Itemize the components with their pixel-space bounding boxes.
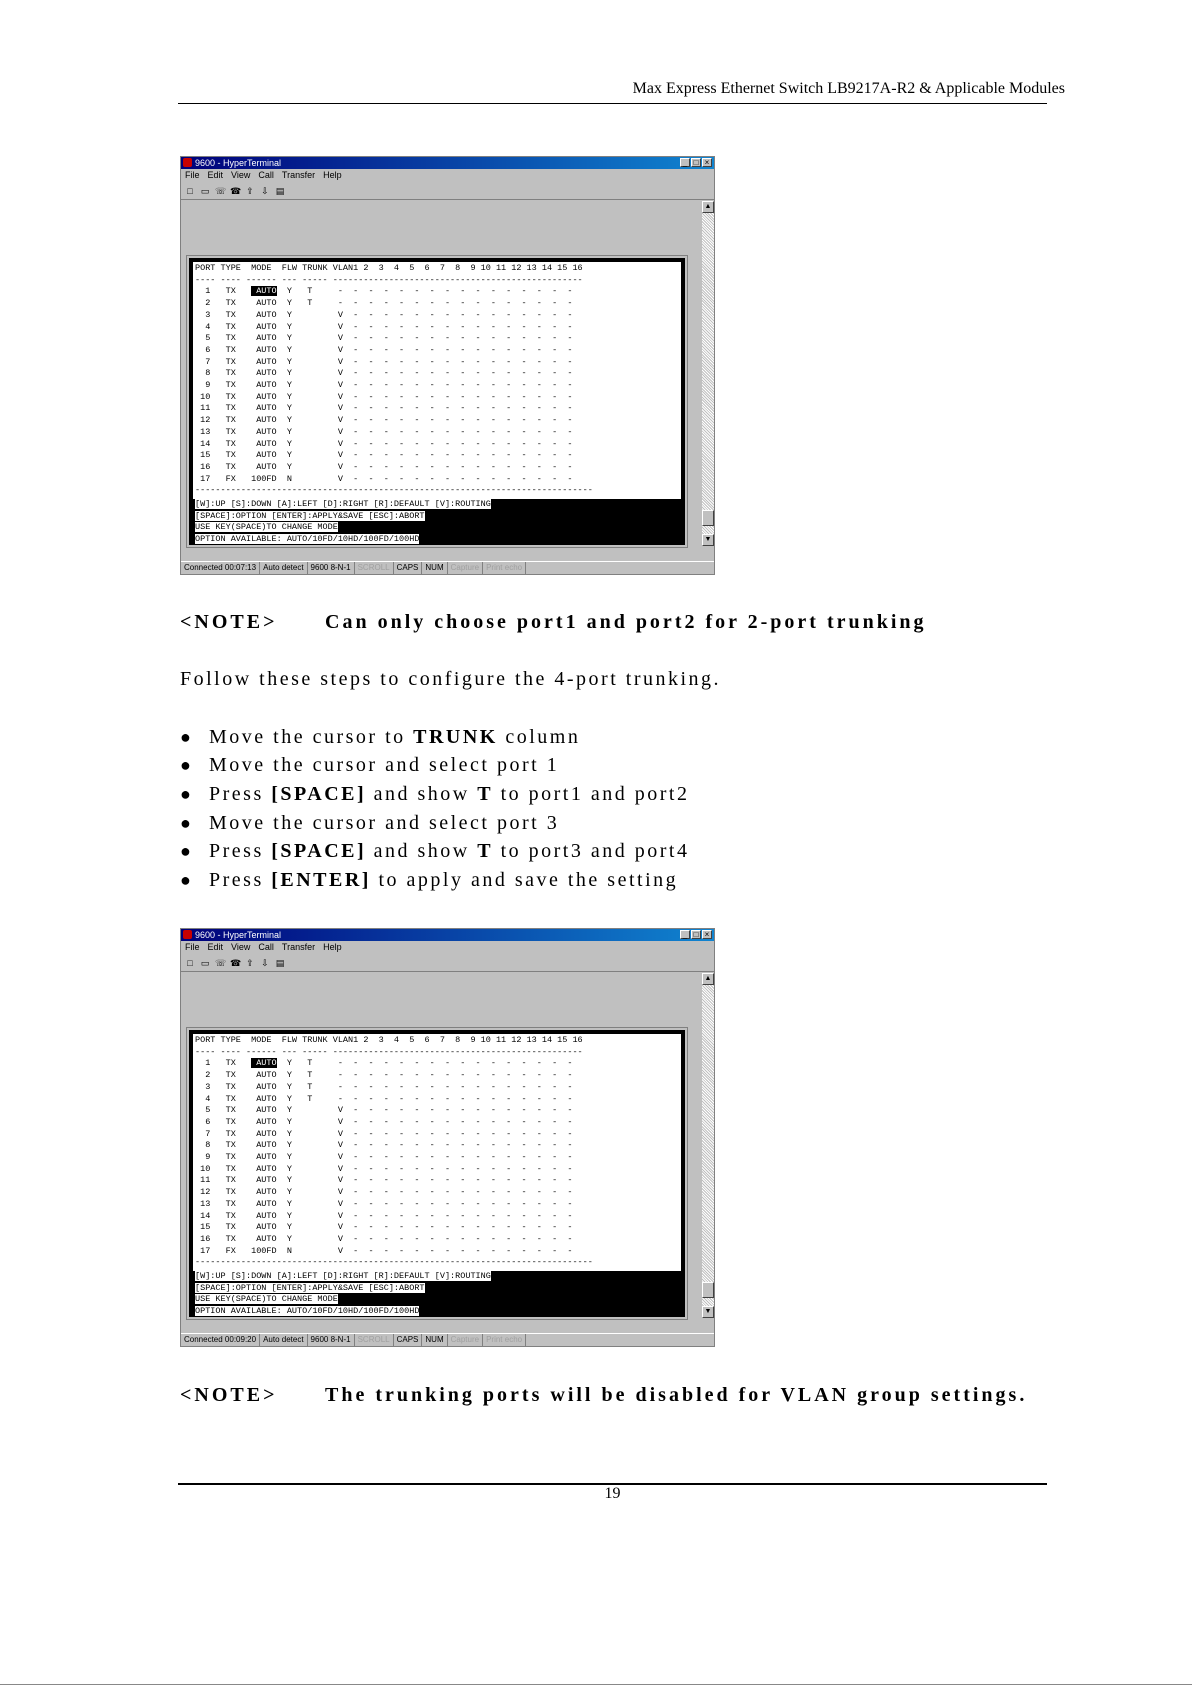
mode-cell: AUTO xyxy=(251,368,277,379)
help-text xyxy=(193,499,681,546)
menu-file[interactable]: File xyxy=(185,942,200,952)
dial-icon[interactable]: ☎ xyxy=(230,185,242,196)
scroll-thumb[interactable] xyxy=(702,1282,714,1298)
terminal-area[interactable] xyxy=(181,973,701,1318)
mode-cell: AUTO xyxy=(251,1198,277,1209)
close-button[interactable]: × xyxy=(702,158,712,167)
table-row: 2 TX AUTO Y T - - - - - - - - - - - - - - - - xyxy=(195,298,573,309)
steps-list xyxy=(180,723,689,895)
status-field: Connected 00:09:20 xyxy=(181,1334,260,1346)
status-bar xyxy=(181,561,714,574)
help-line-2: [SPACE]:OPTION [ENTER]:APPLY&SAVE [ESC]:ABORT xyxy=(195,510,425,521)
table-divider: ---- ---- ------ --- ----- ------------------------------------------------- xyxy=(195,1046,583,1057)
toolbar xyxy=(181,954,714,972)
step-text: Move the cursor to TRUNK column xyxy=(209,725,581,748)
hyperterminal-window-2[interactable] xyxy=(180,928,715,1347)
step-item xyxy=(180,723,689,752)
mode-cell: AUTO xyxy=(251,309,277,320)
bullet-icon: ● xyxy=(180,726,194,747)
table-row: 8 TX AUTO Y V - - - - - - - - - - - - - - - xyxy=(195,1140,573,1151)
mode-cell: AUTO xyxy=(251,1081,277,1092)
mode-cell: AUTO xyxy=(251,1210,277,1221)
menu-bar xyxy=(181,941,714,954)
table-row: 3 TX AUTO Y T - - - - - - - - - - - - - - - - xyxy=(195,1081,573,1092)
step-item xyxy=(180,752,689,781)
send-icon[interactable]: ⇪ xyxy=(246,185,254,196)
mode-cell: AUTO xyxy=(251,1163,277,1174)
header-title: Max Express Ethernet Switch LB9217A-R2 & Applicable Modules xyxy=(632,80,1065,97)
help-line-4: OPTION AVAILABLE: AUTO/10FD/10HD/100FD/100HD xyxy=(195,1306,420,1317)
status-field: Auto detect xyxy=(260,562,307,574)
step-text: Press [ENTER] to apply and save the setting xyxy=(209,868,679,891)
mode-cell: AUTO xyxy=(251,415,277,426)
title-bar xyxy=(181,929,714,941)
window-title: 9600 - HyperTerminal xyxy=(195,158,282,168)
hyperterminal-app-icon xyxy=(183,158,192,167)
help-line-4: OPTION AVAILABLE: AUTO/10FD/10HD/100FD/100HD xyxy=(195,534,420,545)
window-controls xyxy=(680,930,712,939)
table-header: PORT TYPE MODE FLW TRUNK VLAN1 2 3 4 5 6 7 8 9 10 11 12 13 14 15 16 xyxy=(195,1035,583,1045)
minimize-button[interactable]: _ xyxy=(680,930,690,939)
step-keyword: TRUNK xyxy=(413,725,498,748)
mode-cell: 100FD xyxy=(251,473,277,484)
mode-cell: AUTO xyxy=(251,1152,277,1163)
mode-cell: AUTO xyxy=(251,321,277,332)
bullet-icon: ● xyxy=(180,755,194,776)
table-row: 9 TX AUTO Y V - - - - - - - - - - - - - - - xyxy=(195,380,573,391)
maximize-button[interactable]: □ xyxy=(691,158,701,167)
window-title: 9600 - HyperTerminal xyxy=(195,930,282,940)
step-text: Press [SPACE] and show T to port3 and port4 xyxy=(209,840,690,863)
table-row: 3 TX AUTO Y V - - - - - - - - - - - - - - - xyxy=(195,309,573,320)
minimize-button[interactable]: _ xyxy=(680,158,690,167)
table-row: 14 TX AUTO Y V - - - - - - - - - - - - - - - xyxy=(195,1210,573,1221)
mode-cell: AUTO xyxy=(251,461,277,472)
scroll-down-button[interactable]: ▼ xyxy=(702,1306,714,1318)
mode-cell: AUTO xyxy=(251,1187,277,1198)
mode-cell: AUTO xyxy=(251,450,277,461)
mode-cell: AUTO xyxy=(251,1105,277,1116)
step-keyword: T xyxy=(477,840,494,863)
status-field: Connected 00:07:13 xyxy=(181,562,260,574)
dial-icon[interactable]: ☎ xyxy=(230,957,242,968)
menu-call[interactable]: Call xyxy=(258,170,274,180)
table-row: 6 TX AUTO Y V - - - - - - - - - - - - - - - xyxy=(195,1116,573,1127)
menu-transfer[interactable]: Transfer xyxy=(281,942,316,952)
send-icon[interactable]: ⇪ xyxy=(246,957,254,968)
window-controls xyxy=(680,158,712,167)
help-line-1: [W]:UP [S]:DOWN [A]:LEFT [D]:RIGHT [R]:DEFAULT [V]:ROUTING xyxy=(195,1271,491,1281)
table-row: 10 TX AUTO Y V - - - - - - - - - - - - - - - xyxy=(195,1163,573,1174)
menu-edit[interactable]: Edit xyxy=(207,170,224,180)
terminal-area[interactable] xyxy=(181,201,701,546)
step-keyword: [SPACE] xyxy=(271,840,367,863)
help-line-3: USE KEY(SPACE)TO CHANGE MODE xyxy=(195,1294,338,1305)
table-row: 11 TX AUTO Y V - - - - - - - - - - - - - - - xyxy=(195,403,573,414)
table-row: 15 TX AUTO Y V - - - - - - - - - - - - - - - xyxy=(195,1222,573,1233)
status-field: NUM xyxy=(422,1334,447,1346)
mode-cell: AUTO xyxy=(251,1128,277,1139)
menu-help[interactable]: Help xyxy=(323,170,342,180)
mode-cell: AUTO xyxy=(251,1222,277,1233)
header-rule xyxy=(178,103,1047,104)
bullet-icon: ● xyxy=(180,869,194,890)
help-box xyxy=(193,1271,681,1317)
table-row: 16 TX AUTO Y V - - - - - - - - - - - - - - - xyxy=(195,461,573,472)
note-1-text: Can only choose port1 and port2 for 2-port trunking xyxy=(325,611,927,633)
menu-transfer[interactable]: Transfer xyxy=(281,170,316,180)
status-field: Print echo xyxy=(483,1334,526,1346)
mode-cell: AUTO xyxy=(251,1070,277,1081)
help-line-3: USE KEY(SPACE)TO CHANGE MODE xyxy=(195,522,338,533)
table-row: 12 TX AUTO Y V - - - - - - - - - - - - - - - xyxy=(195,1187,573,1198)
menu-bar xyxy=(181,169,714,182)
table-row: 13 TX AUTO Y V - - - - - - - - - - - - - - - xyxy=(195,426,573,437)
bullet-icon: ● xyxy=(180,783,194,804)
table-row: 5 TX AUTO Y V - - - - - - - - - - - - - - - xyxy=(195,333,573,344)
help-line-1: [W]:UP [S]:DOWN [A]:LEFT [D]:RIGHT [R]:DEFAULT [V]:ROUTING xyxy=(195,499,491,509)
mode-cell: AUTO xyxy=(251,1175,277,1186)
title-bar xyxy=(181,157,714,169)
step-item xyxy=(180,837,689,866)
table-row: 9 TX AUTO Y V - - - - - - - - - - - - - - - xyxy=(195,1152,573,1163)
menu-edit[interactable]: Edit xyxy=(207,942,224,952)
disconnect-icon[interactable]: ☏ xyxy=(215,185,227,196)
new-icon[interactable]: □ xyxy=(187,957,193,968)
mode-cell: AUTO xyxy=(251,1233,277,1244)
menu-view[interactable]: View xyxy=(231,170,251,180)
table-row: 5 TX AUTO Y V - - - - - - - - - - - - - - - xyxy=(195,1105,573,1116)
status-field: CAPS xyxy=(394,1334,423,1346)
status-field: Print echo xyxy=(483,562,526,574)
table-footer-divider: ------------------------------------------------------------------------------ xyxy=(195,1257,593,1268)
help-box xyxy=(193,499,681,545)
table-row: 7 TX AUTO Y V - - - - - - - - - - - - - - - xyxy=(195,1128,573,1139)
table-row: 8 TX AUTO Y V - - - - - - - - - - - - - - - xyxy=(195,368,573,379)
status-field: 9600 8-N-1 xyxy=(308,1334,355,1346)
table-row: 17 FX 100FD N V - - - - - - - - - - - - - - - xyxy=(195,1245,573,1256)
mode-cell[interactable]: AUTO xyxy=(251,286,277,297)
bullet-icon: ● xyxy=(180,812,194,833)
status-field: CAPS xyxy=(394,562,423,574)
bullet-icon: ● xyxy=(180,841,194,862)
properties-icon[interactable]: ▤ xyxy=(275,185,285,196)
status-field: Auto detect xyxy=(260,1334,307,1346)
new-icon[interactable]: □ xyxy=(187,185,193,196)
status-field: NUM xyxy=(422,562,447,574)
port-table xyxy=(193,262,681,498)
vertical-scrollbar[interactable] xyxy=(702,973,714,1318)
maximize-button[interactable]: □ xyxy=(691,930,701,939)
terminal-screen xyxy=(189,1030,685,1317)
step-text: Move the cursor and select port 3 xyxy=(209,811,560,834)
table-row: 15 TX AUTO Y V - - - - - - - - - - - - - - - xyxy=(195,450,573,461)
table-row: 17 FX 100FD N V - - - - - - - - - - - - - - - xyxy=(195,473,573,484)
table-row: 12 TX AUTO Y V - - - - - - - - - - - - - - - xyxy=(195,415,573,426)
mode-cell: AUTO xyxy=(251,344,277,355)
step-text: Move the cursor and select port 1 xyxy=(209,754,560,777)
mode-cell[interactable]: AUTO xyxy=(251,1058,277,1069)
note-2-text: The trunking ports will be disabled for VLAN group settings. xyxy=(325,1384,1028,1406)
menu-help[interactable]: Help xyxy=(323,942,342,952)
mode-cell: AUTO xyxy=(251,426,277,437)
table-row: 13 TX AUTO Y V - - - - - - - - - - - - - - - xyxy=(195,1198,573,1209)
help-line-2: [SPACE]:OPTION [ENTER]:APPLY&SAVE [ESC]:ABORT xyxy=(195,1282,425,1293)
status-field: Capture xyxy=(448,562,483,574)
disconnect-icon[interactable]: ☏ xyxy=(215,957,227,968)
status-bar xyxy=(181,1333,714,1346)
status-field: SCROLL xyxy=(355,1334,394,1346)
step-keyword: [SPACE] xyxy=(271,782,367,805)
step-item xyxy=(180,866,689,895)
status-field: Capture xyxy=(448,1334,483,1346)
step-item xyxy=(180,780,689,809)
scroll-thumb[interactable] xyxy=(702,510,714,526)
step-keyword: [ENTER] xyxy=(271,868,371,891)
table-row: 16 TX AUTO Y V - - - - - - - - - - - - - - - xyxy=(195,1233,573,1244)
step-text: Press [SPACE] and show T to port1 and port2 xyxy=(209,782,690,805)
table-divider: ---- ---- ------ --- ----- ------------------------------------------------- xyxy=(195,274,583,285)
intro-paragraph: Follow these steps to configure the 4-port trunking. xyxy=(180,668,722,690)
properties-icon[interactable]: ▤ xyxy=(275,957,285,968)
status-field: 9600 8-N-1 xyxy=(308,562,355,574)
table-row: 11 TX AUTO Y V - - - - - - - - - - - - - - - xyxy=(195,1175,573,1186)
mode-cell: AUTO xyxy=(251,298,277,309)
table-row: 4 TX AUTO Y V - - - - - - - - - - - - - - - xyxy=(195,321,573,332)
table-header: PORT TYPE MODE FLW TRUNK VLAN1 2 3 4 5 6 7 8 9 10 11 12 13 14 15 16 xyxy=(195,263,583,273)
open-icon[interactable]: ▭ xyxy=(200,957,210,968)
toolbar xyxy=(181,182,714,200)
mode-cell: AUTO xyxy=(251,1140,277,1151)
mode-cell: AUTO xyxy=(251,380,277,391)
menu-view[interactable]: View xyxy=(231,942,251,952)
table-row: 4 TX AUTO Y T - - - - - - - - - - - - - - - - xyxy=(195,1093,573,1104)
scroll-up-button[interactable]: ▲ xyxy=(702,201,714,213)
scroll-up-button[interactable]: ▲ xyxy=(702,973,714,985)
receive-icon[interactable]: ⇩ xyxy=(261,957,269,968)
mode-cell: AUTO xyxy=(251,1093,277,1104)
mode-cell: AUTO xyxy=(251,356,277,367)
close-button[interactable]: × xyxy=(702,930,712,939)
mode-cell: AUTO xyxy=(251,403,277,414)
note-2-tag: <NOTE> xyxy=(180,1384,278,1406)
open-icon[interactable]: ▭ xyxy=(200,185,210,196)
scroll-down-button[interactable]: ▼ xyxy=(702,534,714,546)
table-row: 10 TX AUTO Y V - - - - - - - - - - - - - - - xyxy=(195,391,573,402)
note-1-tag: <NOTE> xyxy=(180,611,278,633)
port-table xyxy=(193,1034,681,1270)
menu-call[interactable]: Call xyxy=(258,942,274,952)
note-1 xyxy=(180,611,927,634)
mode-cell: AUTO xyxy=(251,391,277,402)
mode-cell: 100FD xyxy=(251,1245,277,1256)
terminal-screen xyxy=(189,258,685,545)
hyperterminal-window-1[interactable] xyxy=(180,156,715,575)
status-field: SCROLL xyxy=(355,562,394,574)
table-row: 14 TX AUTO Y V - - - - - - - - - - - - - - - xyxy=(195,438,573,449)
table-footer-divider: ------------------------------------------------------------------------------ xyxy=(195,485,593,496)
step-item xyxy=(180,809,689,838)
table-row: 2 TX AUTO Y T - - - - - - - - - - - - - - - - xyxy=(195,1070,573,1081)
mode-cell: AUTO xyxy=(251,333,277,344)
table-row: 6 TX AUTO Y V - - - - - - - - - - - - - - - xyxy=(195,344,573,355)
page-number: 19 xyxy=(604,1485,621,1502)
receive-icon[interactable]: ⇩ xyxy=(261,185,269,196)
mode-cell: AUTO xyxy=(251,438,277,449)
table-row: 1 TX AUTO Y T - - - - - - - - - - - - - - - - xyxy=(195,286,573,297)
step-keyword: T xyxy=(477,782,494,805)
table-row: 1 TX AUTO Y T - - - - - - - - - - - - - - - - xyxy=(195,1058,573,1069)
vertical-scrollbar[interactable] xyxy=(702,201,714,546)
table-row: 7 TX AUTO Y V - - - - - - - - - - - - - - - xyxy=(195,356,573,367)
mode-cell: AUTO xyxy=(251,1116,277,1127)
note-2 xyxy=(180,1384,1027,1407)
menu-file[interactable]: File xyxy=(185,170,200,180)
hyperterminal-app-icon xyxy=(183,930,192,939)
help-text xyxy=(193,1271,681,1318)
